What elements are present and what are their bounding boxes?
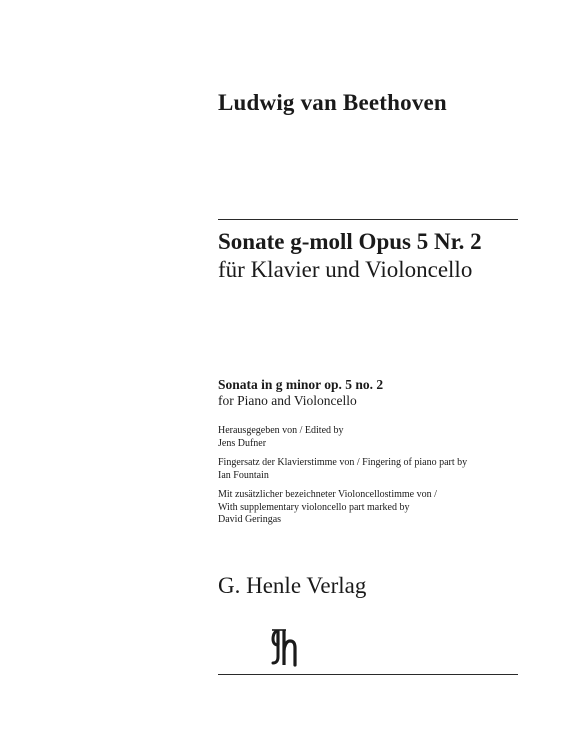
publisher-name: G. Henle Verlag bbox=[218, 573, 367, 598]
credits bbox=[218, 425, 467, 534]
credit-cello-part bbox=[218, 489, 467, 527]
credit-fingering bbox=[218, 457, 467, 482]
credit-line: Mit zusätzlicher bezeichneter Violoncellostimme von / bbox=[218, 489, 437, 500]
credit-line: Ian Fountain bbox=[218, 469, 269, 481]
credit-line: David Geringas bbox=[218, 514, 282, 525]
english-title-line-2: for Piano and Violoncello bbox=[218, 393, 357, 408]
title-line-1: Sonate g-moll Opus 5 Nr. 2 bbox=[218, 229, 482, 254]
credit-line: Herausgegeben von / Edited by bbox=[218, 425, 344, 436]
work-title-german bbox=[218, 228, 482, 284]
top-divider bbox=[218, 219, 518, 220]
credit-editor bbox=[218, 425, 467, 450]
work-title-english bbox=[218, 377, 383, 409]
credit-line: Jens Dufner bbox=[218, 437, 267, 449]
henle-monogram-icon bbox=[270, 627, 306, 667]
credit-line: With supplementary violoncello part marked by bbox=[218, 501, 410, 513]
credit-line: Fingersatz der Klavierstimme von / Fingering of piano part by bbox=[218, 457, 468, 468]
english-title-line-1: Sonata in g minor op. 5 no. 2 bbox=[218, 377, 384, 392]
title-line-2: für Klavier und Violoncello bbox=[218, 257, 473, 282]
composer-name: Ludwig van Beethoven bbox=[218, 90, 447, 115]
bottom-divider bbox=[218, 674, 518, 675]
